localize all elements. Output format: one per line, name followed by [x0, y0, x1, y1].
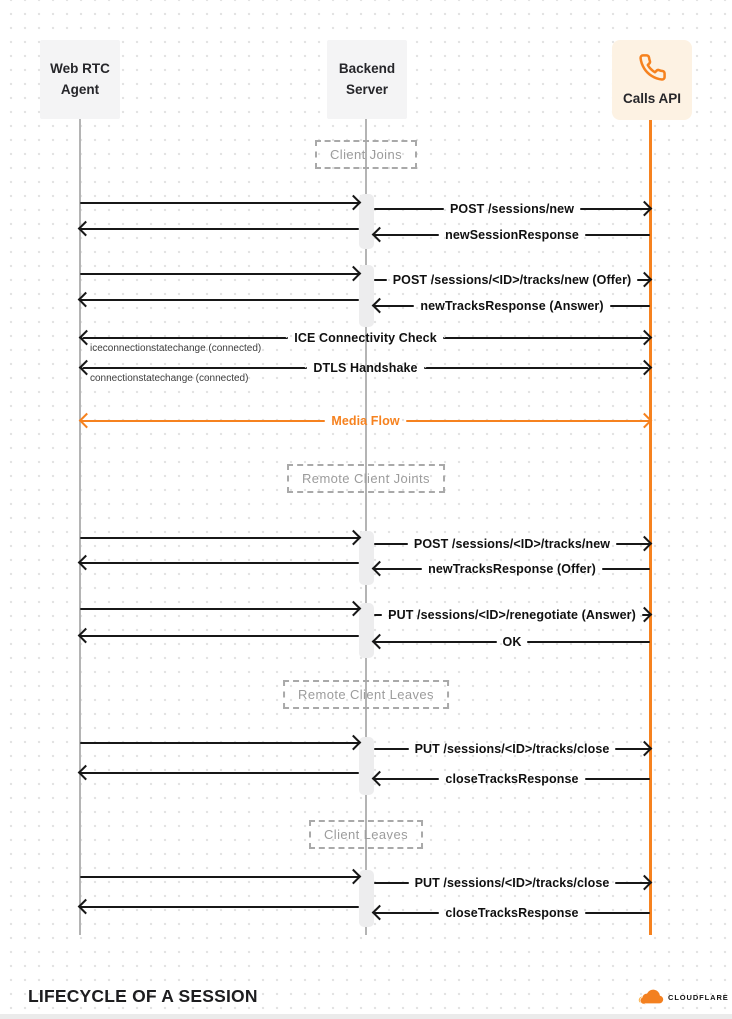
phone-icon — [638, 53, 667, 82]
note-connectionstatechange: connectionstatechange (connected) — [90, 373, 249, 384]
arrowhead-right-icon — [637, 272, 653, 288]
arrow-backend-to-webrtc — [80, 291, 359, 309]
msg-put-tracks-close — [374, 874, 650, 892]
arrowhead-left-icon — [372, 634, 388, 650]
arrowhead-left-icon — [78, 292, 94, 308]
arrowhead-left-icon — [79, 413, 95, 429]
arrow-webrtc-to-backend — [80, 600, 359, 618]
lifeline-webrtc-agent — [79, 119, 81, 935]
message-label: OK — [502, 635, 522, 649]
msg-post-tracks-new — [374, 535, 650, 553]
arrowhead-right-icon — [637, 201, 653, 217]
arrowhead-left-icon — [372, 905, 388, 921]
msg-media-flow — [81, 412, 650, 430]
message-label: Media Flow — [331, 414, 400, 428]
arrowhead-right-icon — [637, 607, 653, 623]
arrow-webrtc-to-backend — [80, 868, 359, 886]
arrowhead-right-icon — [637, 330, 653, 346]
arrowhead-right-icon — [346, 530, 362, 546]
activation-bar — [359, 265, 374, 327]
activation-bar — [359, 737, 374, 795]
arrowhead-left-icon — [372, 227, 388, 243]
arrowhead-left-icon — [78, 221, 94, 237]
activation-bar — [359, 531, 374, 585]
msg-ok — [374, 633, 650, 651]
actor-label: Calls API — [622, 90, 682, 106]
message-label: POST /sessions/new — [449, 202, 575, 216]
actor-label: Backend Server — [338, 61, 396, 97]
message-label: newTracksResponse (Offer) — [428, 562, 596, 576]
message-label: DTLS Handshake — [313, 361, 418, 375]
msg-post-sessions-new — [374, 200, 650, 218]
phase-label-client-joins: Client Joins — [315, 140, 417, 169]
arrow-webrtc-to-backend — [80, 265, 359, 283]
arrow-webrtc-to-backend — [80, 194, 359, 212]
phase-label-client-leaves: Client Leaves — [309, 820, 423, 849]
arrowhead-right-icon — [346, 195, 362, 211]
message-label: PUT /sessions/<ID>/renegotiate (Answer) — [388, 608, 636, 622]
message-label: PUT /sessions/<ID>/tracks/close — [414, 876, 610, 890]
arrowhead-left-icon — [372, 561, 388, 577]
message-label: closeTracksResponse — [445, 906, 579, 920]
msg-new-session-response — [374, 226, 650, 244]
arrowhead-right-icon — [637, 360, 653, 376]
message-label: ICE Connectivity Check — [294, 331, 437, 345]
arrowhead-left-icon — [372, 771, 388, 787]
arrow-backend-to-webrtc — [80, 764, 359, 782]
arrowhead-right-icon — [637, 536, 653, 552]
arrowhead-right-icon — [637, 741, 653, 757]
arrowhead-right-icon — [346, 735, 362, 751]
page-title: LIFECYCLE OF A SESSION — [28, 986, 258, 1006]
arrowhead-right-icon — [346, 601, 362, 617]
arrow-webrtc-to-backend — [80, 734, 359, 752]
arrowhead-right-icon — [346, 266, 362, 282]
arrowhead-left-icon — [78, 899, 94, 915]
activation-bar — [359, 870, 374, 927]
arrow-backend-to-webrtc — [80, 627, 359, 645]
message-label: POST /sessions/<ID>/tracks/new — [413, 537, 611, 551]
message-label: PUT /sessions/<ID>/tracks/close — [414, 742, 610, 756]
bottom-border — [0, 1014, 732, 1019]
actor-box-webrtc-agent — [40, 40, 120, 119]
message-label: closeTracksResponse — [445, 772, 579, 786]
actor-box-backend-server — [327, 40, 407, 119]
message-label: newTracksResponse (Answer) — [420, 299, 604, 313]
arrowhead-right-icon — [637, 413, 653, 429]
arrowhead-left-icon — [78, 765, 94, 781]
activation-bar — [359, 603, 374, 658]
note-iceconnectionstatechange: iceconnectionstatechange (connected) — [90, 343, 262, 354]
phase-label-remote-client-leaves: Remote Client Leaves — [283, 680, 449, 709]
msg-post-tracks-new-offer — [374, 271, 650, 289]
message-label: POST /sessions/<ID>/tracks/new (Offer) — [392, 273, 632, 287]
msg-close-tracks-response — [374, 904, 650, 922]
cloudflare-logo — [638, 989, 729, 1005]
arrowhead-right-icon — [637, 875, 653, 891]
msg-new-tracks-response-answer — [374, 297, 650, 315]
arrow-webrtc-to-backend — [80, 529, 359, 547]
message-label: newSessionResponse — [445, 228, 579, 242]
msg-put-renegotiate-answer — [374, 606, 650, 624]
arrow-backend-to-webrtc — [80, 898, 359, 916]
cloudflare-cloud-icon — [638, 989, 665, 1005]
actor-box-calls-api — [612, 40, 692, 120]
arrow-backend-to-webrtc — [80, 554, 359, 572]
arrowhead-left-icon — [78, 628, 94, 644]
arrow-backend-to-webrtc — [80, 220, 359, 238]
phase-label-remote-client-joins: Remote Client Joints — [287, 464, 445, 493]
arrowhead-left-icon — [372, 298, 388, 314]
msg-close-tracks-response — [374, 770, 650, 788]
cloudflare-wordmark: CLOUDFLARE — [668, 992, 729, 1002]
actor-label: Web RTC Agent — [50, 61, 110, 97]
arrowhead-left-icon — [78, 555, 94, 571]
arrowhead-right-icon — [346, 869, 362, 885]
msg-new-tracks-response-offer — [374, 560, 650, 578]
msg-put-tracks-close — [374, 740, 650, 758]
